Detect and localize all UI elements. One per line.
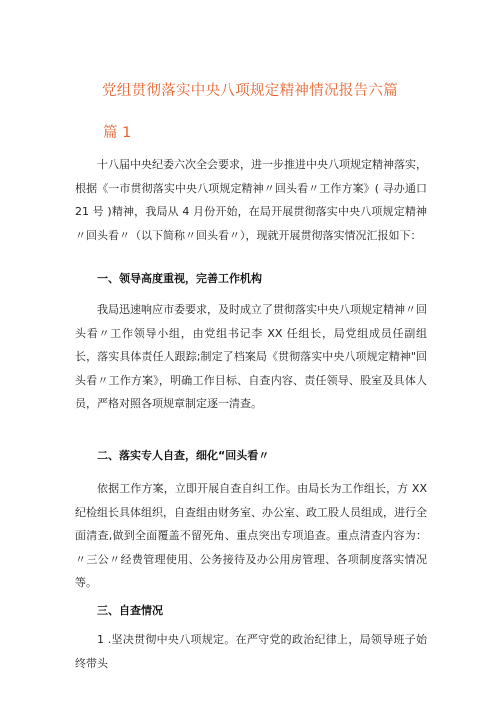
- paragraph-inspection-status: 1 .坚决贯彻中央八项规定。在严守党的政治纪律上，局领导班子始终带头: [75, 633, 427, 670]
- section-label: 篇 1: [103, 125, 132, 141]
- heading-leadership: 一、领导高度重视，完善工作机构: [97, 272, 262, 285]
- heading-inspection-status: 三、自查情况: [97, 604, 163, 617]
- heading-self-inspection: 二、落实专人自查，细化“回头看〃: [97, 449, 270, 462]
- document-title: 党组贯彻落实中央八项规定精神情况报告六篇: [102, 83, 398, 99]
- paragraph-leadership: 我局迅速响应市委要求，及时成立了贯彻落实中央八项规定精神〃回头看〃工作领导小组，由党组书记李 XX 任组长，局党组成员任副组长，落实具体责任人跟踪;制定了档案局《贯彻落实中央八项规定精神"回头看〃工作方案》，明确工作目标、自查内容、责任领导、股室及具体人员，严格对照各项规章制定逐一清查。: [75, 303, 427, 410]
- paragraph-intro: 十八届中央纪委六次全会要求，进一步推进中央八项规定精神落实，根据《一市贯彻落实中央八项规定精神〃回头看〃工作方案》( 寻办通口 21 号 )精神，我局从 4 月份开始，在局开展贯彻落实中央八项规定精神〃回头看〃（以下简称〃回头看〃），现就开展贯彻落实情况汇报如下：: [75, 158, 427, 242]
- paragraph-self-inspection: 依据工作方案，立即开展自查自纠工作。由局长为工作组长，方 XX 纪检组长具体组织，自查组由财务室、办公室、政工股人员组成，进行全面清查,做到全面覆盖不留死角、重点突出专项追查。重点清查内容为：〃三公〃经费管理使用、公务接待及办公用房管理、各项制度落实情况等。: [75, 482, 427, 589]
